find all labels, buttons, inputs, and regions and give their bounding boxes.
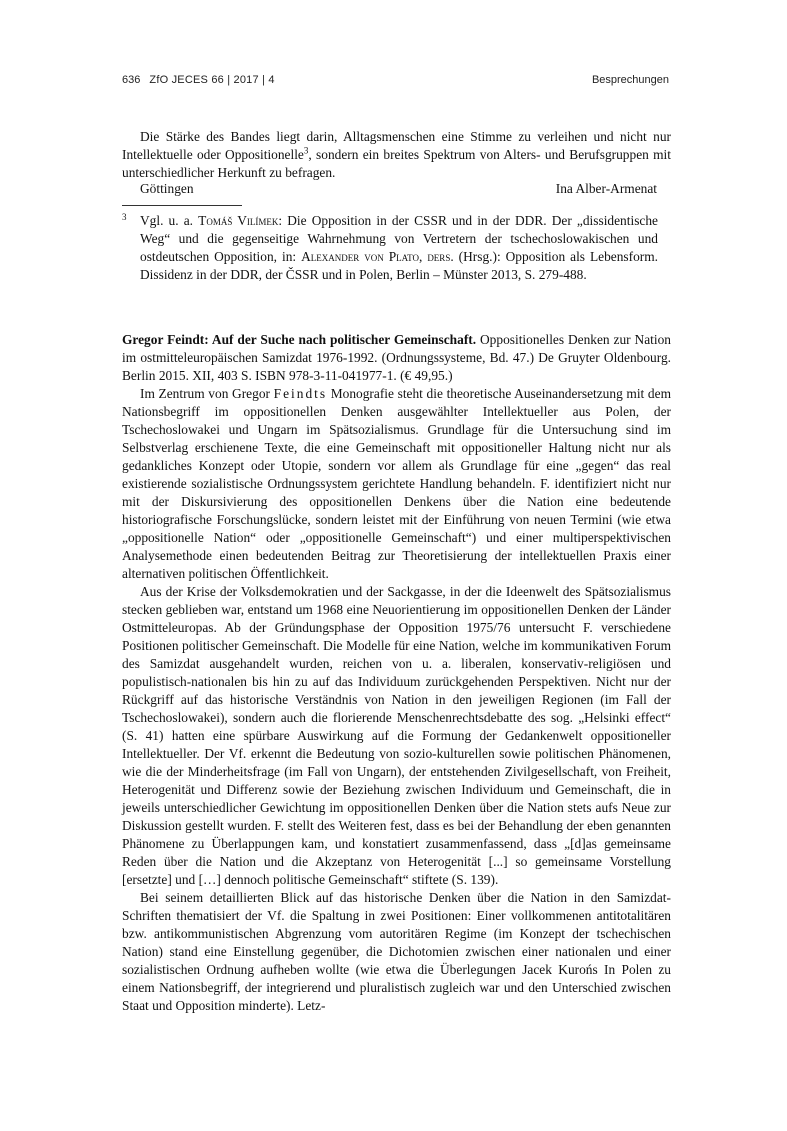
page-number: 636 [122, 74, 141, 86]
review-place: Göttingen [140, 181, 194, 196]
previous-review-conclusion [122, 128, 671, 182]
fn-author2: Alexander von Plato [301, 249, 419, 264]
review-article [122, 331, 671, 1015]
review-citation [122, 331, 671, 385]
journal-name: ZfO JECES 66 | 2017 | 4 [149, 74, 275, 86]
p1-author-spaced: Feindts [273, 386, 328, 401]
fn-part2: : Die Opposition in der CSSR und in der DDR. Der „dissidentische Weg“ und die gegenseitige Wahrnehmung von Vertretern der tschechoslowakischen und ostdeutschen Opposition, in: [140, 213, 658, 264]
footnote-rule [122, 205, 242, 206]
footnote [122, 212, 659, 284]
header-left [122, 74, 281, 86]
fn-author3: ders. [427, 249, 454, 264]
fn-part3: , [418, 249, 428, 264]
p1-start: Im Zentrum von Gregor [140, 386, 274, 401]
review-paragraph-1 [122, 385, 671, 583]
p1-rest: Monografie steht die theoretische Auseinandersetzung mit dem Nationsbegriff im oppositionellen Denken ausgewählter Intellektueller aus Polen, der Tschechoslowakei und Ungarn im Spätsozialismus. Grundlage für die Untersuchung sind im Selbstverlag erschienene Texte, die eine Gemeinschaft mit oppositioneller Haltung nicht nur als gedankliches Konzept oder Utopie, sondern vor allem als Grundlage für eine „gegen“ das real existierende sozialistische Ordnungssystem gerichtete Handlung behandeln. F. identifiziert nicht nur mit der Diskursivierung des oppositionellen Denkens über die Nation eine bedeutende historiografische Forschungslücke, sondern leistet mit der Einführung von neuen Termini (wie etwa „oppositionelle Nation“ oder „oppositionelle Gemeinschaft“) und einer multiperspektivischen Analysemethode einen bedeutenden Beitrag zur Theoretisierung der intellektuellen Praxis einer alternativen politischen Öffentlichkeit. [122, 386, 671, 581]
signature-row [140, 181, 657, 197]
closing-text-a: Die Stärke des Bandes liegt darin, Alltagsmenschen eine Stimme zu verleihen und nicht nur Intellektuelle oder Oppositionelle [122, 129, 671, 162]
citation-title: Gregor Feindt: Auf der Suche nach politischer Gemeinschaft. [122, 332, 477, 347]
footnote-ref: 3 [303, 145, 309, 156]
section-title: Besprechungen [591, 74, 669, 86]
reviewer-name: Ina Alber-Armenat [555, 181, 657, 196]
review-paragraph-2: Aus der Krise der Volksdemokratien und der Sackgasse, in der die Ideenwelt des Spätsozialismus stecken geblieben war, entstand um 1968 eine Neuorientierung im oppositionellen Denken der Länder Ostmitteleuropas. Ab der Gründungsphase der Opposition 1975/76 untersucht F. verschiedene Positionen politischer Gemeinschaft. Die Modelle für eine Nation, welche im kommunikativen Forum des Samizdat ausgehandelt wurden, reichen von u. a. liberalen, konservativ-religiösen und populistisch-nationalen bis hin zu auf das Individuum zurückgehenden Perspektiven. Nicht nur der Rückgriff auf das historische Verständnis von Nation in den jeweiligen Regionen (im Fall der Tschechoslowakei), sondern auch die florierende Menschenrechtsdebatte des sog. „Helsinki effect“ (S. 41) hatten eine spürbare Auswirkung auf die Formung der Gedankenwelt oppositioneller Intellektueller. Der Vf. erkennt die Bedeutung von sozio-kulturellen sowie politischen Phänomenen, wie die der Minderheitsfrage (im Fall von Ungarn), der entstehenden Zivilgesellschaft, von Freiheit, Heterogenität und Differenz sowie der Beziehung zwischen Individuum und Gemeinschaft, die in jeweils unterschiedlicher Gewichtung im oppositionellen Denken über die Nation stets aufs Neue zur Diskussion gestellt wurden. F. stellt des Weiteren fest, dass es bei der Behandlung der eben genannten Phänomene zu Überlappungen kam, und konstatiert zusammenfassend, dass „[d]as gemeinsame Reden über die Nation und die Akzeptanz von Heterogenität [...] so gemeinsame Vorstellung [ersetzte] und […] dennoch politische Gemeinschaft“ stiftete (S. 139). [122, 584, 671, 887]
fn-author1: Tomáš Vilímek [198, 213, 279, 228]
review-paragraph-3: Bei seinem detaillierten Blick auf das historische Denken über die Nation in den Samizdat-Schriften thematisiert der Vf. die Spaltung in zwei Positionen: Einer vollkommenen antitotalitären bzw. antikommunistischen Abgrenzung vom autoritären Regime (im Konzept der tschechischen Nation) stand eine Einstellung gegenüber, die Dichotomien zwischen einer nationalen und einer sozialistischen Ordnung aufheben wollte (wie etwa die Überlegungen Jacek Kurońs In Polen zu einem Nationsbegriff, der integrierend und pluralistisch zugleich war und den Unterschied zwischen Staat und Opposition minderte). Letz- [122, 890, 671, 1013]
footnote-number: 3 [122, 212, 127, 222]
closing-paragraph [122, 128, 671, 182]
fn-part1: Vgl. u. a. [140, 213, 199, 228]
fn-part4: (Hrsg.): Opposition als Lebensform. Dissidenz in der DDR, der ČSSR und in Polen, Berlin – Münster 2013, S. 279-488. [140, 249, 659, 282]
closing-text-b: , sondern ein breites Spektrum von Alters- und Berufsgruppen mit unterschiedlicher Herkunft zu befragen. [122, 147, 671, 180]
page-header [122, 74, 669, 86]
footnote-text [140, 212, 658, 284]
citation-details: Oppositionelles Denken zur Nation im ostmitteleuropäischen Samizdat 1976-1992. (Ordnungssysteme, Bd. 47.) De Gruyter Oldenbourg. Berlin 2015. XII, 403 S. ISBN 978-3-11-041977-1. (€ 49,95.) [122, 332, 671, 383]
